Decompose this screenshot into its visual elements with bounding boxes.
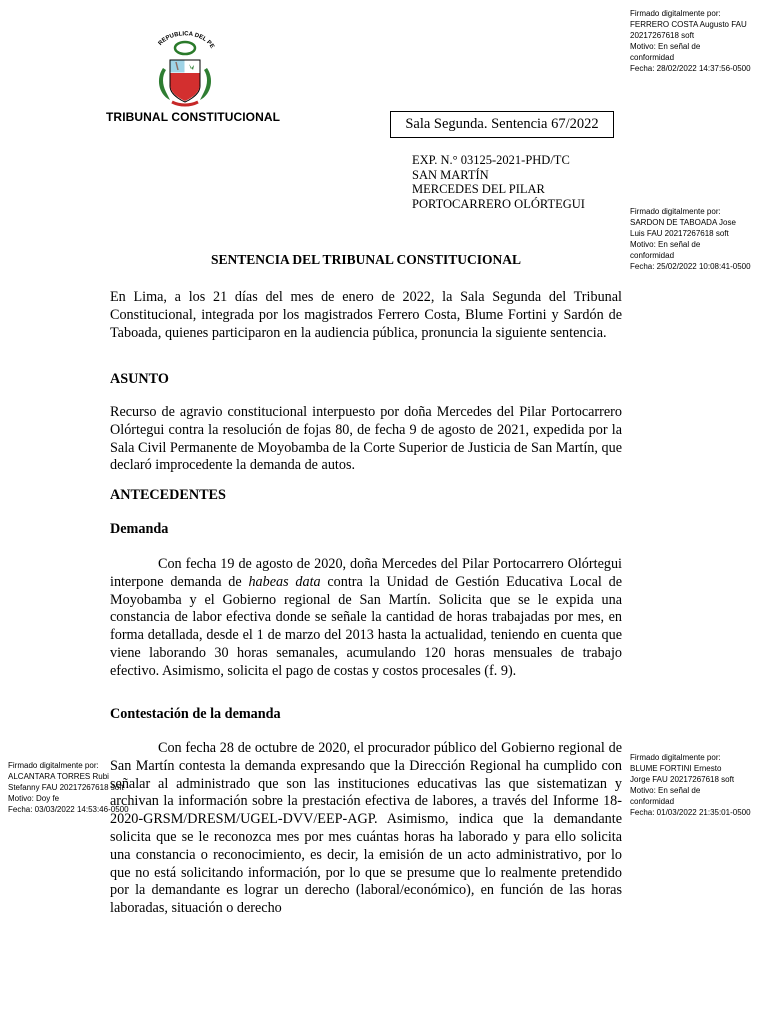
document-title: SENTENCIA DEL TRIBUNAL CONSTITUCIONAL xyxy=(211,252,521,267)
habeas-data-term: habeas data xyxy=(248,573,321,590)
signature-line: Motivo: En señal de xyxy=(630,42,701,51)
signature-line: Motivo: En señal de xyxy=(630,240,701,249)
signature-stamp-ferrero xyxy=(630,8,751,74)
signature-line: 20217267618 soft xyxy=(630,31,695,40)
signature-line: Firmado digitalmente por: xyxy=(630,9,721,18)
signature-line: Fecha: 25/02/2022 10:08:41-0500 xyxy=(630,262,751,271)
demanda-heading: Demanda xyxy=(110,521,169,537)
asunto-heading: ASUNTO xyxy=(110,371,169,387)
antecedentes-heading: ANTECEDENTES xyxy=(110,487,226,503)
demanda-text-start: Con fecha 19 de agosto de 2020, doña Mercedes del Pilar Portocarrero Olórtegui interpone demanda de xyxy=(110,556,622,590)
signature-line: Fecha: 28/02/2022 14:37:56-0500 xyxy=(630,64,751,73)
signature-line: Fecha: 03/03/2022 14:53:46-0500 xyxy=(8,805,129,814)
intro-paragraph: En Lima, a los 21 días del mes de enero de 2022, la Sala Segunda del Tribunal Constitucional, integrada por los magistrados Ferrero Costa, Blume Fortini y Sardón de Taboada, quienes participaron en la audiencia pública, pronuncia la siguiente sentencia. xyxy=(110,289,622,341)
signature-line: Motivo: En señal de xyxy=(630,786,701,795)
signature-line: SARDON DE TABOADA Jose xyxy=(630,218,736,227)
signature-stamp-sardon xyxy=(630,206,751,272)
contestacion-heading: Contestación de la demanda xyxy=(110,706,281,722)
signature-line: BLUME FORTINI Ernesto xyxy=(630,764,722,773)
signature-line: Firmado digitalmente por: xyxy=(630,753,721,762)
signature-stamp-blume xyxy=(630,752,751,818)
signature-line: Fecha: 01/03/2022 21:35:01-0500 xyxy=(630,808,751,817)
signature-line: conformidad xyxy=(630,797,675,806)
demanda-paragraph xyxy=(110,556,622,681)
exp-line: SAN MARTÍN xyxy=(412,167,489,182)
signature-line: Stefanny FAU 20217267618 soft xyxy=(8,783,124,792)
expedient-block xyxy=(412,153,585,211)
signature-line: Jorge FAU 20217267618 soft xyxy=(630,775,735,784)
signature-line: Motivo: Doy fe xyxy=(8,794,60,803)
signature-line: ALCANTARA TORRES Rubi xyxy=(8,772,109,781)
exp-line: EXP. N.° 03125-2021-PHD/TC xyxy=(412,153,570,167)
coat-of-arms-logo xyxy=(150,28,220,112)
asunto-paragraph: Recurso de agravio constitucional interpuesto por doña Mercedes del Pilar Portocarrero Olórtegui contra la resolución de fojas 80, de fecha 9 de agosto de 2021, expedida por la Sala Civil Permanente de Moyobamba de la Corte Superior de Justicia de San Martín, que declaró improcedente la demanda de autos. xyxy=(110,404,622,474)
signature-line: Firmado digitalmente por: xyxy=(630,207,721,216)
svg-text:REPUBLICA DEL PERU: REPUBLICA DEL PE xyxy=(157,31,215,50)
signature-line: conformidad xyxy=(630,53,675,62)
institution-name: TRIBUNAL CONSTITUCIONAL xyxy=(106,110,281,124)
sala-sentence-box: Sala Segunda. Sentencia 67/2022 xyxy=(390,111,614,138)
signature-line: FERRERO COSTA Augusto FAU xyxy=(630,20,747,29)
signature-line: conformidad xyxy=(630,251,675,260)
exp-line: MERCEDES DEL PILAR xyxy=(412,182,545,196)
contestacion-paragraph: Con fecha 28 de octubre de 2020, el procurador público del Gobierno regional de San Martín contesta la demanda expresando que la Dirección Regional ha cumplido con señalar al administrado que son las instituciones educativas las que sistematizan y archivan la información sobre la prestación efectiva de labores, a través del Informe 18-2020-GRSM/DRESM/UGEL-DVV/EEP-AGP. Asimismo, indica que la demandante solicita que se le reconozca mes por mes cuántas horas ha laborado y para ello solicita una constancia o reconocimiento, es decir, la emisión de un acto administrativo, por lo que no está solicitando información, por lo que se presume que lo realmente pretendido por la demandante es lograr un derecho (laboral/económico), en función de las horas laboradas, situación o derecho xyxy=(110,740,622,917)
exp-line: PORTOCARRERO OLÓRTEGUI xyxy=(412,196,585,211)
demanda-text-end: contra la Unidad de Gestión Educativa Local de Moyobamba y el Gobierno regional de San Martín. Solicita que se le expida una constancia de labor efectiva donde se señale la cantidad de horas trabajadas por mes, en forma detallada, desde el 1 de marzo del 2013 hasta la actualidad, teniendo en cuenta que viene laborando 30 horas semanales, acumulando 120 horas mensuales de trabajo efectivo. Asimismo, solicita el pago de costas y costos procesales (f. 9). xyxy=(110,573,622,679)
signature-line: Luis FAU 20217267618 soft xyxy=(630,229,729,238)
signature-line: Firmado digitalmente por: xyxy=(8,761,99,770)
